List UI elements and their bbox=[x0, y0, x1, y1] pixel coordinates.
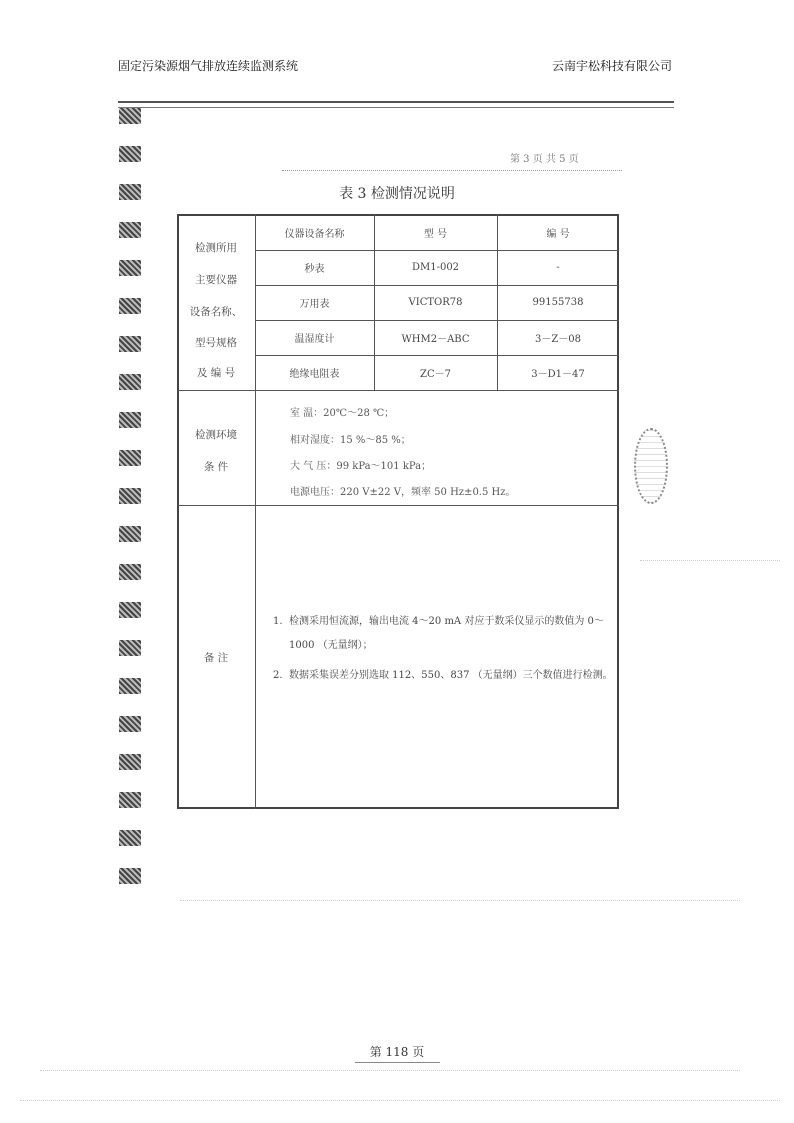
instrument-model-cell: VICTOR78 bbox=[408, 297, 463, 308]
instrument-serial-cell: 99155738 bbox=[532, 297, 584, 308]
header-right: 云南宇松科技有限公司 bbox=[551, 59, 672, 73]
environment-line: 电源电压：220 V±22 V，频率 50 Hz±0.5 Hz。 bbox=[290, 487, 516, 498]
environment-line: 相对湿度：15 %～85 %； bbox=[290, 435, 411, 446]
instrument-name-cell: 万用表 bbox=[299, 299, 330, 310]
header-instrument-name: 仪器设备名称 bbox=[284, 228, 345, 240]
instrument-serial-cell: 3－D1－47 bbox=[531, 369, 585, 380]
environment-line: 室 温：20℃～28 ℃； bbox=[290, 408, 395, 419]
instrument-label-line: 主要仪器 bbox=[195, 274, 237, 286]
header-model: 型 号 bbox=[423, 228, 448, 240]
instrument-label-line: 及 编 号 bbox=[196, 367, 236, 379]
header-serial: 编 号 bbox=[546, 228, 570, 240]
table-title: 表 3 检测情况说明 bbox=[339, 186, 455, 202]
environment-label-line: 条 件 bbox=[203, 461, 229, 473]
instrument-serial-cell: 3－Z－08 bbox=[534, 334, 582, 345]
remark-text: 数据采集误差分别选取 112、550、837 （无量纲）三个数值进行检测。 bbox=[289, 670, 613, 681]
scan-artifact bbox=[40, 1070, 740, 1071]
remark-item bbox=[273, 610, 613, 658]
instrument-name-cell: 秒表 bbox=[304, 264, 325, 275]
environment-label-line: 检测环境 bbox=[195, 429, 237, 441]
remark-item bbox=[273, 664, 613, 688]
instrument-label-line: 检测所用 bbox=[195, 242, 237, 254]
instrument-model-cell: ZC－7 bbox=[420, 369, 451, 380]
page-corner-label: 第 3 页 共 5 页 bbox=[510, 154, 579, 165]
remark-number: 2. bbox=[273, 670, 283, 681]
remarks-label: 备 注 bbox=[203, 652, 229, 664]
scan-artifact bbox=[20, 1100, 780, 1101]
scan-artifact bbox=[180, 900, 740, 901]
header-left: 固定污染源烟气排放连续监测系统 bbox=[118, 59, 299, 73]
remark-number: 1. bbox=[273, 616, 283, 627]
header-rule bbox=[118, 101, 674, 108]
instrument-name-cell: 温湿度计 bbox=[294, 334, 335, 345]
environment-line: 大 气 压：99 kPa～101 kPa； bbox=[290, 461, 432, 472]
page-footer: 第 118 页 bbox=[369, 1045, 425, 1059]
instrument-serial-cell: - bbox=[556, 262, 560, 273]
instrument-model-cell: DM1-002 bbox=[411, 262, 460, 273]
instrument-label-line: 设备名称、 bbox=[189, 306, 243, 318]
instrument-name-cell: 绝缘电阻表 bbox=[289, 369, 340, 380]
section-divider-1 bbox=[177, 390, 619, 391]
corner-rule bbox=[282, 170, 622, 171]
instrument-model-cell: WHM2－ABC bbox=[401, 334, 470, 345]
instrument-label-line: 型号规格 bbox=[195, 337, 237, 349]
seal-stamp bbox=[634, 428, 668, 504]
footer-rule bbox=[355, 1062, 440, 1063]
section-divider-2 bbox=[177, 505, 619, 506]
remark-text: 检测采用恒流源，输出电流 4～20 mA 对应于数采仪显示的数值为 0～1000 （无量纲）； bbox=[289, 616, 604, 651]
scan-artifact bbox=[640, 560, 780, 561]
